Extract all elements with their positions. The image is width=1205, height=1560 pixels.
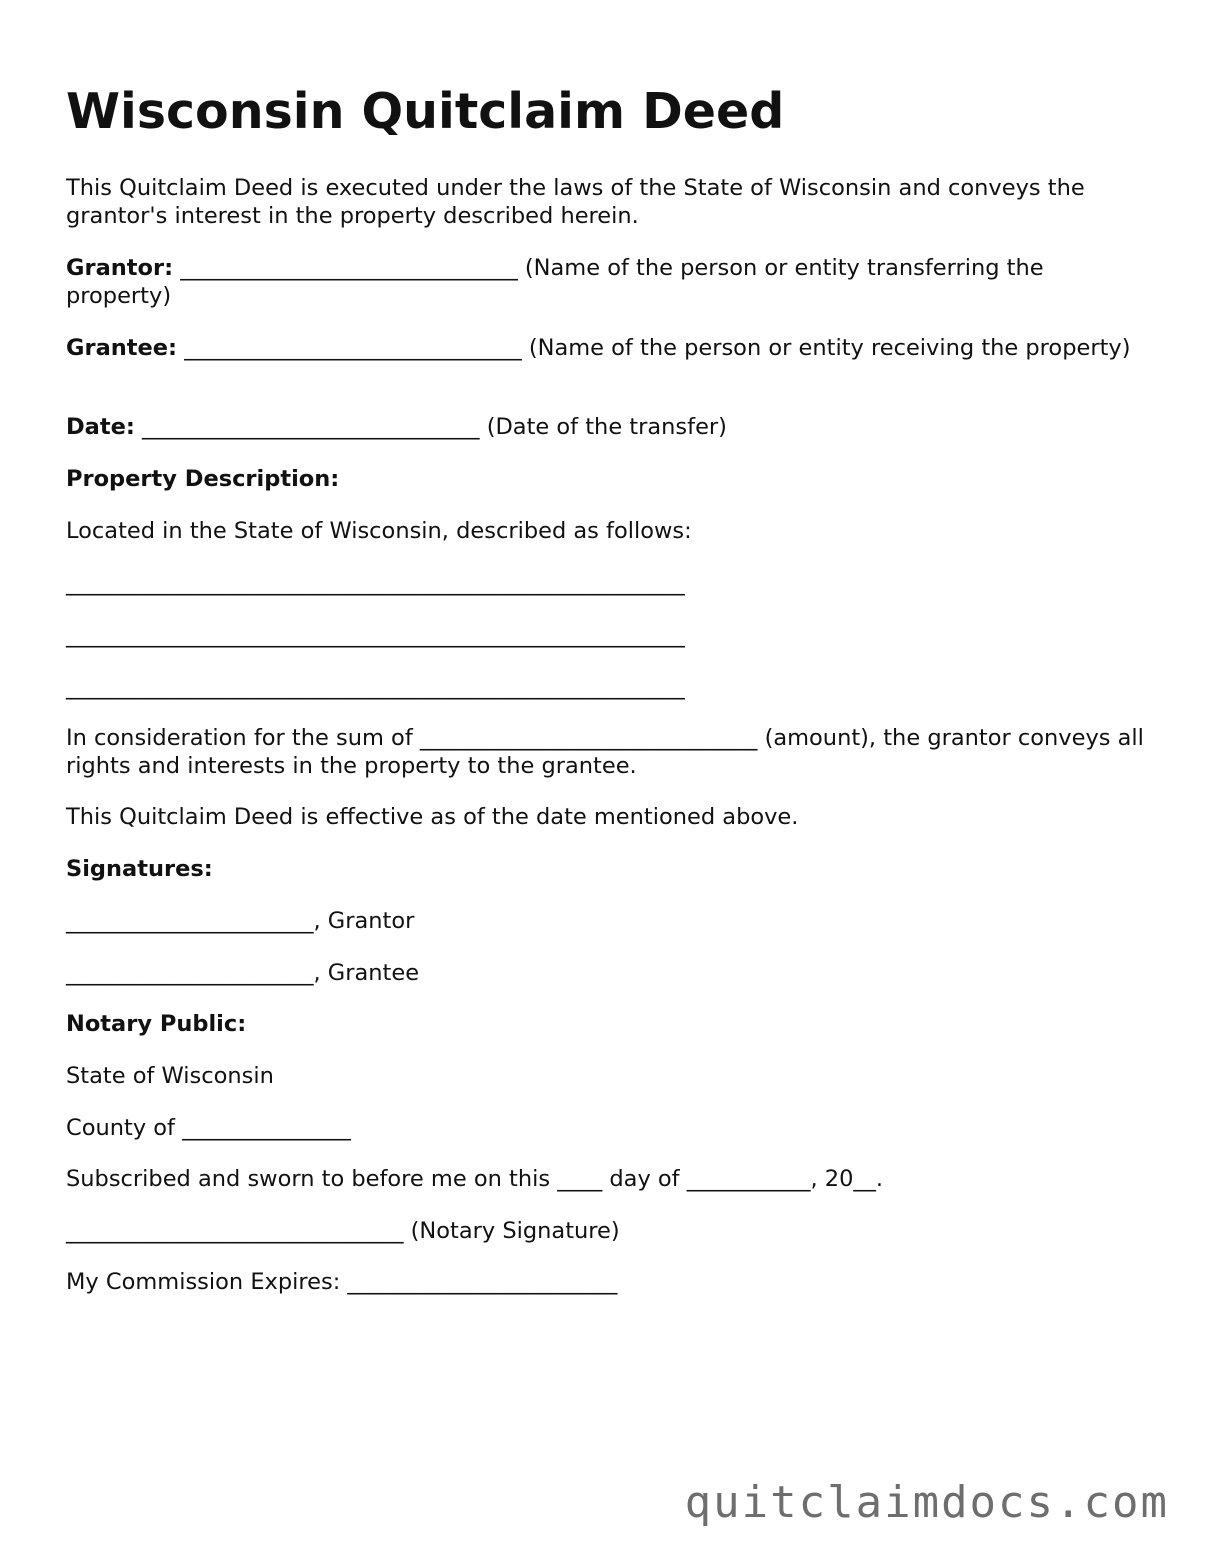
grantor-field xyxy=(66,254,1146,310)
date-label: Date: xyxy=(66,414,135,440)
notary-heading: Notary Public: xyxy=(66,1011,247,1037)
consideration-after: (amount), the grantor conveys all rights and interests in the property to the grantee. xyxy=(66,725,1144,779)
grantor-note: (Name of the person or entity transferring the property) xyxy=(66,255,1044,309)
property-description-line-3[interactable]: _______________________________________________________ xyxy=(66,674,685,700)
notary-state: State of Wisconsin xyxy=(66,1063,274,1089)
effective-text: This Quitclaim Deed is effective as of the date mentioned above. xyxy=(66,804,799,830)
notary-signature-line[interactable]: ______________________________ (Notary Signature) xyxy=(66,1218,620,1244)
property-description-line-2[interactable]: _______________________________________________________ xyxy=(66,622,685,648)
intro-paragraph: This Quitclaim Deed is executed under the laws of the State of Wisconsin and conveys the grantor's interest in the property described herein. xyxy=(66,175,1085,229)
property-located-text: Located in the State of Wisconsin, described as follows: xyxy=(66,518,692,544)
notary-county[interactable]: County of _______________ xyxy=(66,1115,351,1141)
grantor-signature-line[interactable]: ______________________, Grantor xyxy=(66,908,415,934)
signatures-heading: Signatures: xyxy=(66,856,213,882)
grantor-label: Grantor: xyxy=(66,255,174,281)
grantee-note: (Name of the person or entity receiving the property) xyxy=(528,335,1131,361)
notary-sworn-text[interactable]: Subscribed and sworn to before me on this ____ day of ___________, 20__. xyxy=(66,1166,884,1192)
notary-commission-expires[interactable]: My Commission Expires: ________________________ xyxy=(66,1269,618,1295)
grantee-blank[interactable]: ______________________________ xyxy=(184,335,522,361)
property-description-line-1[interactable]: _______________________________________________________ xyxy=(66,570,685,596)
document-title: Wisconsin Quitclaim Deed xyxy=(66,83,785,140)
property-heading: Property Description: xyxy=(66,466,340,492)
consideration-before: In consideration for the sum of xyxy=(66,725,413,751)
date-field xyxy=(66,413,1146,441)
grantee-signature-line[interactable]: ______________________, Grantee xyxy=(66,960,420,986)
date-note: (Date of the transfer) xyxy=(486,414,727,440)
grantee-label: Grantee: xyxy=(66,335,178,361)
grantee-field xyxy=(66,334,1146,362)
date-blank[interactable]: ______________________________ xyxy=(142,414,480,440)
consideration-amount-blank[interactable]: ______________________________ xyxy=(419,725,758,751)
grantor-blank[interactable]: ______________________________ xyxy=(180,255,518,281)
consideration-paragraph xyxy=(66,724,1146,780)
watermark-logo: quitclaimdocs.com xyxy=(684,1477,1169,1528)
